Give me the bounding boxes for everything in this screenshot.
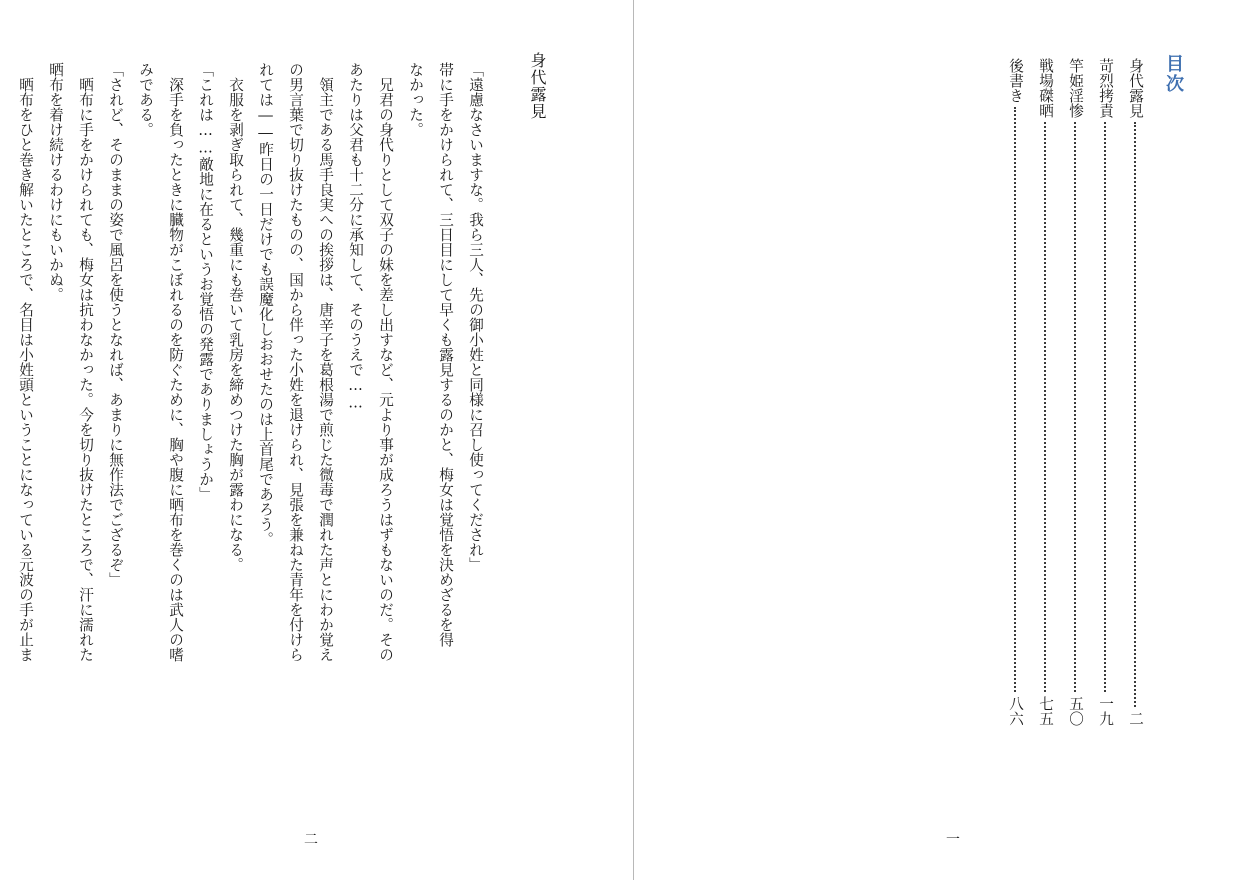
body-line: 晒布に手をかけられても、梅女は抗わなかった。今を切り抜けたところで、汗に濡れた: [77, 62, 94, 662]
toc-entry-label: 竿姫淫惨: [1067, 58, 1084, 118]
toc-entry[interactable]: [1030, 58, 1060, 726]
toc-entry[interactable]: [1000, 58, 1030, 726]
chapter-title: 身代露見: [528, 52, 547, 120]
body-line: 「されど、そのままの姿で風呂を使うとなれば、あまりに無作法でござるぞ」: [107, 62, 124, 587]
toc-entry-page: 七五: [1037, 696, 1054, 726]
body-line: の男言葉で切り抜けたものの、国から伴った小姓を退けられ、見張を兼ねた青年を付けら: [287, 62, 304, 662]
toc-leader-dots: [1074, 122, 1076, 692]
page-number: 二: [304, 832, 318, 848]
toc-entry-label: 身代露見: [1127, 58, 1144, 118]
toc-entry-page: 八六: [1007, 696, 1024, 726]
toc-entry-page: 五〇: [1067, 696, 1084, 726]
toc-entry-page: 二: [1127, 711, 1144, 726]
body-line: 晒布を着け続けるわけにもいかぬ。: [47, 62, 64, 302]
toc-leader-dots: [1104, 122, 1106, 692]
page-number: 一: [946, 832, 960, 848]
toc-entry[interactable]: [1120, 58, 1150, 726]
toc-leader-dots: [1044, 122, 1046, 692]
body-line: 兄君の身代りとして双子の妹を差し出すなど、元より事が成ろうはずもないのだ。その: [377, 62, 394, 662]
body-line: 晒布をひと巻き解いたところで、名目は小姓頭ということになっている元波の手が止ま: [17, 62, 34, 662]
body-line: 「これは……敵地に在るというお覚悟の発露でありましょうか」: [197, 62, 214, 502]
body-line: みである。: [137, 62, 154, 137]
toc-entry-label: 苛烈拷責: [1097, 58, 1114, 118]
body-line: 衣服を剥ぎ取られて、幾重にも巻いて乳房を締めつけた胸が露わになる。: [227, 62, 244, 572]
body-line: なかった。: [407, 62, 424, 137]
body-line: 「遠慮なさいますな。我ら三人、先の御小姓と同様に召し使ってくだされ」: [467, 62, 484, 572]
toc-title: 目次: [1163, 54, 1184, 94]
toc-entry[interactable]: [1090, 58, 1120, 726]
toc-entry-label: 戦場磔晒: [1037, 58, 1054, 118]
toc-entry-label: 後書き: [1007, 58, 1024, 103]
toc-entry[interactable]: [1060, 58, 1090, 726]
toc-leader-dots: [1134, 122, 1136, 707]
toc-leader-dots: [1014, 107, 1016, 692]
body-line: れては――昨日の一日だけでも誤魔化しおおせたのは上首尾であろう。: [257, 62, 274, 547]
toc-entry-page: 一九: [1097, 696, 1114, 726]
table-of-contents: [1004, 58, 1150, 738]
body-line: あたりは父君も十二分に承知して、そのうえで……: [347, 62, 364, 412]
body-text: [12, 62, 490, 732]
body-line: 帯に手をかけられて、三日目にして早くも露見するのかと、梅女は覚悟を決めざるを得: [437, 62, 454, 647]
body-line: 深手を負ったときに臓物がこぼれるのを防ぐために、胸や腹に晒布を巻くのは武人の嗜: [167, 62, 184, 662]
body-line: 領主である馬手良実への挨拶は、唐辛子を葛根湯で煎じた微毒で潤れた声とにわか覚え: [317, 62, 334, 662]
right-page: [634, 0, 1260, 880]
